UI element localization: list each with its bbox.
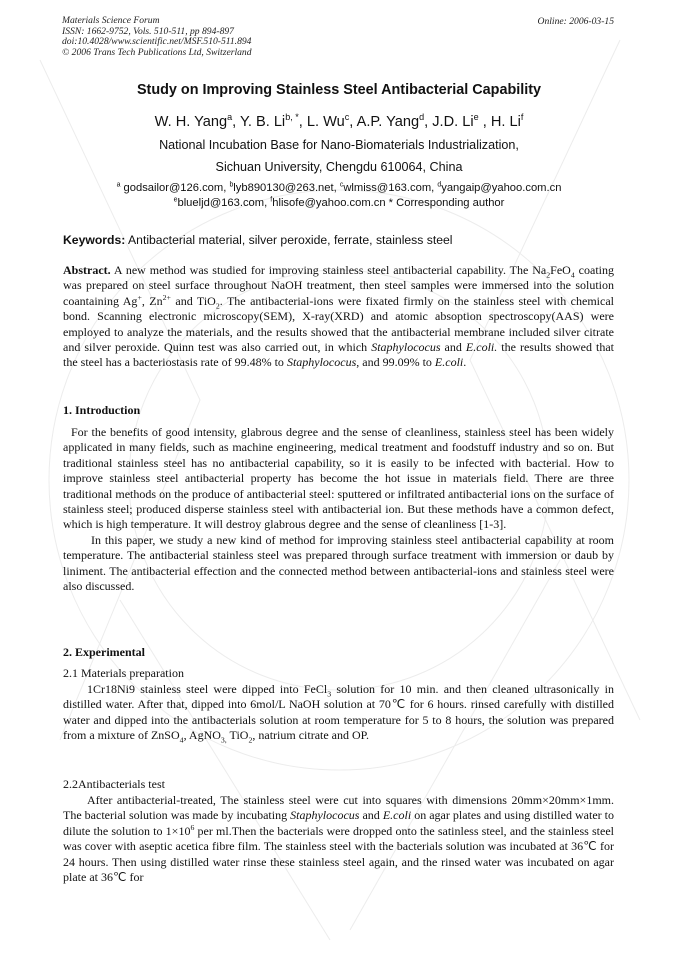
- copyright-line: © 2006 Trans Tech Publications Ltd, Switzerland: [62, 46, 252, 58]
- email-link[interactable]: yangaip@yahoo.com.cn: [441, 182, 562, 194]
- paper-title: Study on Improving Stainless Steel Antibacterial Capability: [136, 82, 542, 98]
- keywords-line: [63, 233, 453, 247]
- author-name: Y. B. Li: [240, 114, 286, 130]
- email-link[interactable]: blueljd@163.com,: [177, 197, 271, 209]
- author-name: J.D. Li: [432, 114, 474, 130]
- online-date: Online: 2006-03-15: [537, 16, 614, 27]
- abstract-label: Abstract.: [63, 263, 111, 277]
- author-list: W. H. Yang$^a$, Y. B. $Li^{b, *}$, L. Wu$^c$, A.P. Yang$^d$, J.D. Li$^e$ , H. Li$^f$: [154, 112, 524, 130]
- author-affiliation-mark: f: [520, 112, 524, 123]
- affiliation-line-2: Sichuan University, Chengdu 610064, China: [215, 160, 463, 174]
- author-affiliation-mark: a: [227, 112, 233, 123]
- email-line-2: $^e$blueljd@163.com, $^f$hlisofe@yahoo.com.cn * Corresponding author: [173, 196, 505, 209]
- author-name: A.P. Yang: [356, 114, 420, 130]
- affiliation-line-1: National Incubation Base for Nano-Biomaterials Industrialization,: [159, 138, 519, 152]
- author-affiliation-mark: d: [419, 112, 425, 123]
- author-affiliation-mark: e: [473, 112, 479, 123]
- author-name: H. Li: [490, 114, 521, 130]
- introduction-body: [63, 425, 614, 594]
- intro-paragraph: For the benefits of good intensity, glabrous degree and the sense of cleanliness, stainless steel has been widely applicated in many fields, such as machine engineering, medical treatment and foodstuff industry and so on. But traditional stainless steel has no antibacterial capability, so it is easily to be infected with bacterial. How to improve stainless steel antibacterial property has become the hot issue in materials field. There are three traditional methods on the produce of antibacterial steel: sputtered or infiltrated antibacterial ions on the surface of stainless steel; produced disperse stainless steel with antibacterial ion. But these methods have a common defect, which is high temperature. It will destroy glabrous degree and the sense of cleanliness [1-3].: [63, 425, 614, 532]
- email-link[interactable]: lyb890130@263.net,: [233, 182, 340, 194]
- publication-meta: [62, 16, 252, 58]
- antibacterials-test-body: After antibacterial-treated, The stainless steel were cut into squares with dimensions 20mm×20mm×1mm. The bacterial solution was made by incubating Staphylococus and E.coli on agar plates and using distilled water to dilute the solution to $1\times 10^6$ per ml.Then the bacterials were dropped onto the satinless steel, and the stainless steel was cover with aseptic acetica fibre film. The stainless steel with the bacterials solution was incubated at 36℃ for 24 hours. Then using distilled water rinse these stainless steel again, and the rinsed water was incubated on agar plate at 36℃ for: [63, 793, 615, 885]
- subsection-heading-antibacterials-test: 2.2Antibacterials test: [63, 777, 165, 791]
- issn-line: ISSN: 1662-9752, Vols. 510-511, pp 894-897: [62, 25, 234, 37]
- materials-preparation-body: 1Cr18Ni9 stainless steel were dipped into FeCl$_3$ solution for 10 min. and then cleaned ultrasonically in distilled water. After that, dipped into 6mol/L NaOH solution at 70℃ for 6 hours. rinsed carefully with distilled water and dipped into the antibacterials solution at room temperature for 5 to 8 hours, the solution was prepared from a mixture of ZnSO$_4$, AgNO$_{3,}$ TiO$_2$, natrium citrate and OP.: [63, 682, 615, 745]
- email-line-1: $^a$ godsailor@126.com, $^b$lyb890130@263.net, $^c$wlmiss@163.com, $^d$yangaip@yahoo.com.cn: [116, 181, 562, 194]
- section-heading-introduction: 1. Introduction: [63, 403, 141, 417]
- doi-line: doi:10.4028/www.scientific.net/MSF.510-511.894: [62, 36, 252, 48]
- author-name: L. Wu: [306, 114, 345, 130]
- subsection-heading-materials: 2.1 Materials preparation: [63, 666, 184, 680]
- section-heading-experimental: 2. Experimental: [63, 645, 145, 659]
- journal-name: Materials Science Forum: [62, 15, 160, 26]
- author-affiliation-mark: b, *: [285, 112, 299, 123]
- keywords-text: Antibacterial material, silver peroxide, ferrate, stainless steel: [128, 233, 453, 247]
- author-name: W. H. Yang: [154, 114, 228, 130]
- email-link[interactable]: godsailor@126.com,: [120, 182, 230, 194]
- intro-paragraph: In this paper, we study a new kind of method for improving stainless steel antibacterial capability at room temperature. The antibacterial stainless steel was prepared through surface treatment with immersion or daub by liniment. The antibacterial effection and the connected method between antibacterial-ions and stainless steel were also discussed.: [63, 532, 614, 594]
- email-link[interactable]: hlisofe@yahoo.com.cn * Corresponding author: [272, 197, 505, 209]
- email-link[interactable]: wlmiss@163.com,: [343, 182, 438, 194]
- abstract: Abstract. A new method was studied for improving stainless steel antibacterial capability. The $Na_2FeO_4$ coating was prepared on steel surface throughout NaOH treatment, then steel samples were immersed into the solution coantaining Ag+, $Zn^{2+}$ and TiO$_2$. The antibacterial-ions were fixated firmly on the stainless steel with chemical bond. Scanning electronic microscopy(SEM), X-ray(XRD) and atomic absoption spectroscopy(AAS) were employed to analyze the materials, and the results showed that the antibacterial membrane included silver citrate and silver peroxide. Quinn test was also carried out, in which Staphylococus and E.coli. the results showed that the steel has a bacteriostasis rate of 99.48% to Staphylococus, and 99.09% to E.coli.: [63, 263, 614, 370]
- keywords-label: Keywords:: [63, 233, 126, 247]
- email-block: [0, 181, 678, 211]
- author-affiliation-mark: c: [344, 112, 350, 123]
